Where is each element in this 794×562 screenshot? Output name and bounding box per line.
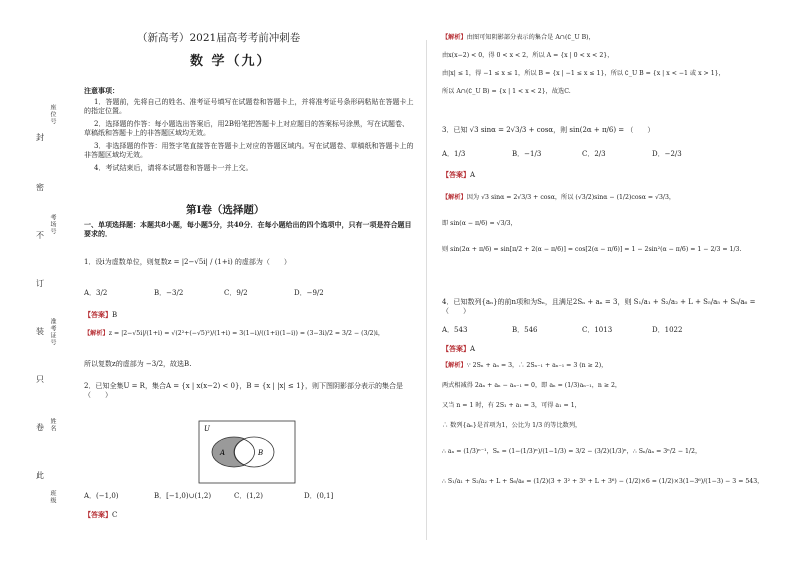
margin-label-name: 姓名 <box>49 418 56 432</box>
analysis-line: ∵ 2Sₙ + aₙ = 3，∴ 2Sₙ₋₁ + aₙ₋₁ = 3 (n ≥ 2)， <box>466 362 608 369</box>
analysis-line: 由|x| ≤ 1，得 −1 ≤ x ≤ 1，所以 B = {x | −1 ≤ x ≤ 1}，所以 ∁_U B = {x | x < −1 或 x > 1}， <box>442 70 725 77</box>
answer-label: 【答案】 <box>84 510 112 519</box>
option: A．543 <box>442 326 468 334</box>
answer-value: B <box>112 311 118 319</box>
note-item: 4．考试结束后，请将本试题卷和答题卡一并上交。 <box>94 164 253 172</box>
margin-char: 装 <box>36 327 44 336</box>
analysis-line: 则 sin(2α + π/6) = sin[π/2 + 2(α − π/6)] = cos[2(α − π/6)] = 1 − 2sin²(α − π/6) = 1 − 2/3 = 1/3. <box>442 246 742 253</box>
q1-options <box>84 289 416 298</box>
analysis-line: 因为 √3 sinα = 2√3/3 + cosα，所以 (√3/2)sinα − (1/2)cosα = √3/3， <box>466 194 676 201</box>
analysis-text: z = |2−√5i|/(1+i) = √(2²+(−√5)²)/(1+i) = 3(1−i)/((1+i)(1−i)) = (3−3i)/2 = 3/2 − (3/2)i， <box>108 330 385 337</box>
option: C．1013 <box>582 326 613 334</box>
column-divider <box>426 40 427 540</box>
section-intro: 一、单项选择题：本题共8小题，每小题5分，共40分．在每小题给出的四个选项中，只有一项是符合题目要求的． <box>84 220 412 238</box>
answer-label: 【答案】 <box>442 170 470 179</box>
q2-options <box>84 492 416 501</box>
q1-conclusion: 所以复数z的虚部为 −3/2，故选B. <box>84 360 192 368</box>
q4-stem: 4．已知数列{aₙ}的前n项和为Sₙ，且满足2Sₙ + aₙ = 3，则 S₁/a₁ + S₂/a₂ + L + S₅/a₅ + S₆/a₆ = （ ） <box>442 298 756 315</box>
q1-analysis <box>84 330 416 338</box>
q2-stem: 2．已知全集U = R，集合A = {x | x(x−2) < 0}，B = {x | |x| ≤ 1}，则下图阴影部分表示的集合是（ ） <box>84 382 403 399</box>
notes-heading: 注意事项： <box>84 86 119 95</box>
q3-analysis <box>442 194 782 254</box>
exam-title: （新高考）2021届高考考前冲刺卷 <box>137 32 301 44</box>
analysis-line: 由图可知阴影部分表示的集合是 A∩(∁_U B)， <box>466 34 595 41</box>
venn-label-b: B <box>258 449 264 457</box>
margin-label-seat: 座位号 <box>49 104 56 125</box>
venn-label-a: A <box>220 449 226 457</box>
analysis-label: 【解析】 <box>442 194 467 201</box>
analysis-line: 由x(x−2) < 0，得 0 < x < 2，所以 A = {x | 0 < x < 2}， <box>442 52 614 59</box>
option: B．[−1,0)∪(1,2) <box>154 492 212 500</box>
q4-analysis <box>442 362 782 486</box>
margin-label-ticket: 准考证号 <box>49 318 56 346</box>
option: C．2/3 <box>582 150 606 158</box>
analysis-label: 【解析】 <box>442 362 467 369</box>
option: B．−3/2 <box>154 289 184 297</box>
q2-answer <box>84 510 117 520</box>
margin-char: 卷 <box>36 423 44 432</box>
analysis-line: ∴ 数列{aₙ}是首项为1，公比为 1/3 的等比数列， <box>442 422 582 429</box>
notes-list <box>84 98 416 173</box>
option: D．(0,1] <box>304 492 334 500</box>
venn-diagram <box>198 420 296 484</box>
note-item: 1．答题前，先将自己的姓名、准考证号填写在试题卷和答题卡上，并将准考证号条形码粘贴在答题卡上的指定位置。 <box>84 98 414 115</box>
answer-value: C <box>112 511 118 519</box>
analysis-line: ∴ aₙ = (1/3)ⁿ⁻¹，Sₙ = (1−(1/3)ⁿ)/(1−1/3) = 3/2 − (3/2)(1/3)ⁿ，∴ Sₙ/aₙ = 3ⁿ/2 − 1/2， <box>442 448 702 455</box>
margin-char: 封 <box>36 133 44 142</box>
option: D．1022 <box>652 326 683 334</box>
option: A．3/2 <box>84 289 108 297</box>
option: C．(1,2) <box>234 492 263 500</box>
analysis-line: 两式相减得 2aₙ + aₙ − aₙ₋₁ = 0，即 aₙ = (1/3)aₙ₋₁，n ≥ 2， <box>442 382 622 389</box>
section-title: 第Ⅰ卷（选择题） <box>186 204 265 216</box>
option: C．9/2 <box>224 289 248 297</box>
answer-label: 【答案】 <box>84 310 112 319</box>
analysis-line: 即 sin(α − π/6) = √3/3， <box>442 220 517 227</box>
note-item: 2．选择题的作答：每小题选出答案后，用2B铅笔把答题卡上对应题目的答案标号涂黑，写在试题卷、草稿纸和答题卡上的非答题区域均无效。 <box>84 120 410 137</box>
analysis-line: ∴ S₁/a₁ + S₂/a₂ + L + S₆/a₆ = (1/2)(3 + 3² + 3³ + L + 3⁶) − (1/2)×6 = (1/2)×3(1−3⁶)/(1−3) − 3 = 543， <box>442 478 764 485</box>
analysis-line: 所以 A∩(∁_U B) = {x | 1 < x < 2}，故选C. <box>442 88 571 95</box>
analysis-label: 【解析】 <box>442 34 467 41</box>
q4-options <box>442 326 782 335</box>
answer-value: A <box>470 345 476 353</box>
margin-char: 不 <box>36 231 44 240</box>
binding-margin <box>30 104 62 518</box>
option: D．−2/3 <box>652 150 682 158</box>
analysis-label: 【解析】 <box>84 330 109 337</box>
option: D．−9/2 <box>294 289 324 297</box>
subject-title: 数 学（九） <box>190 54 272 69</box>
q1-answer <box>84 310 117 320</box>
q2-analysis <box>442 34 782 96</box>
margin-char: 只 <box>36 375 44 384</box>
option: A．(−1,0) <box>84 492 119 500</box>
margin-char: 此 <box>36 471 44 480</box>
q4-answer <box>442 344 475 354</box>
q3-answer <box>442 170 475 180</box>
margin-char: 订 <box>36 279 44 288</box>
venn-label-u: U <box>204 425 210 433</box>
answer-value: A <box>470 171 476 179</box>
q3-options <box>442 150 782 159</box>
analysis-line: 又当 n = 1 时，有 2S₁ + a₁ = 3，可得 a₁ = 1， <box>442 402 581 409</box>
margin-label-room: 考场号 <box>49 214 56 235</box>
note-item: 3．非选择题的作答：用签字笔直接答在答题卡上对应的答题区域内。写在试题卷、草稿纸和答题卡上的非答题区域均无效。 <box>84 142 414 159</box>
margin-label-class: 班级 <box>49 490 56 504</box>
option: B．−1/3 <box>512 150 542 158</box>
q3-stem: 3．已知 √3 sinα = 2√3/3 + cosα，则 sin(2α + π/6) = （ ） <box>442 126 655 134</box>
option: A．1/3 <box>442 150 466 158</box>
answer-label: 【答案】 <box>442 344 470 353</box>
q1-stem: 1．设i为虚数单位，则复数z = |2−√5i| / (1+i) 的虚部为（ ） <box>84 258 291 266</box>
option: B．546 <box>512 326 538 334</box>
margin-char: 密 <box>36 183 44 192</box>
